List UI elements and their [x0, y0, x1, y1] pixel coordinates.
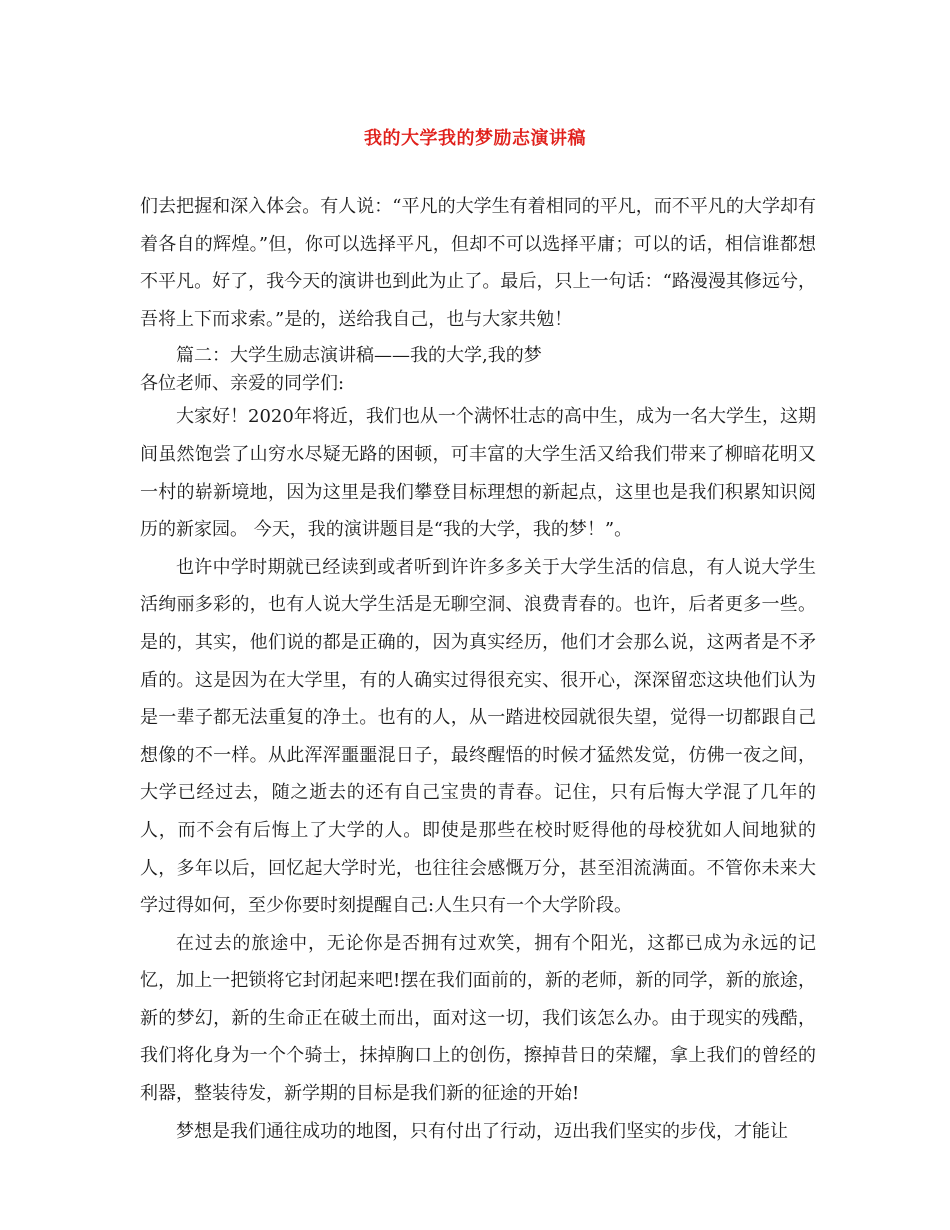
document-title: 我的大学我的梦励志演讲稿	[364, 128, 586, 149]
paragraph: 在过去的旅途中，无论你是否拥有过欢笑，拥有个阳光，这都已成为永远的记忆，加上一把锁将它封闭起来吧!摆在我们面前的，新的老师，新的同学，新的旅途，新的梦幻，新的生命正在破土而出，面对这一切，我们该怎么办。由于现实的残酷，我们将化身为一个个骑士，抹掉胸口上的创伤，擦掉昔日的荣耀，拿上我们的曾经的利器，整装待发，新学期的目标是我们新的征途的开始!	[140, 932, 816, 1105]
section-heading: 篇二：大学生励志演讲稿——我的大学,我的梦	[176, 345, 542, 367]
paragraph: 梦想是我们通往成功的地图，只有付出了行动，迈出我们坚实的步伐，才能让	[176, 1120, 788, 1142]
document-body	[140, 188, 816, 1150]
paragraph: 也许中学时期就已经读到或者听到许许多多关于大学生活的信息，有人说大学生活绚丽多彩的，也有人说大学生活是无聊空洞、浪费青春的。也许，后者更多一些。是的，其实，他们说的都是正确的，因为真实经历，他们才会那么说，这两者是不矛盾的。这是因为在大学里，有的人确实过得很充实、很开心，深深留恋这块他们认为是一辈子都无法重复的净土。也有的人，从一踏进校园就很失望，觉得一切都跟自己想像的不一样。从此浑浑噩噩混日子，最终醒悟的时候才猛然发觉，仿佛一夜之间，大学已经过去，随之逝去的还有自己宝贵的青春。记住，只有后悔大学混了几年的人，而不会有后悔上了大学的人。即使是那些在校时贬得他的母校犹如人间地狱的人，多年以后，回忆起大学时光，也往往会感慨万分，甚至泪流满面。不管你未来大学过得如何，至少你要时刻提醒自己:人生只有一个大学阶段。	[140, 556, 816, 917]
paragraph: 大家好！2020年将近，我们也从一个满怀壮志的高中生，成为一名大学生，这期间虽然饱尝了山穷水尽疑无路的困顿，可丰富的大学生活又给我们带来了柳暗花明又一村的崭新境地，因为这里是我们攀登目标理想的新起点，这里也是我们积累知识阅历的新家园。 今天，我的演讲题目是“我的大学，我的梦！”。	[140, 406, 816, 541]
salutation: 各位老师、亲爱的同学们:	[140, 373, 345, 395]
paragraph-continued: 们去把握和深入体会。有人说：“平凡的大学生有着相同的平凡，而不平凡的大学却有着各自的辉煌。”但，你可以选择平凡，但却不可以选择平庸；可以的话，相信谁都想不平凡。好了，我今天的演讲也到此为止了。最后，只上一句话：“路漫漫其修远兮，吾将上下而求索。”是的，送给我自己，也与大家共勉！	[140, 196, 816, 330]
